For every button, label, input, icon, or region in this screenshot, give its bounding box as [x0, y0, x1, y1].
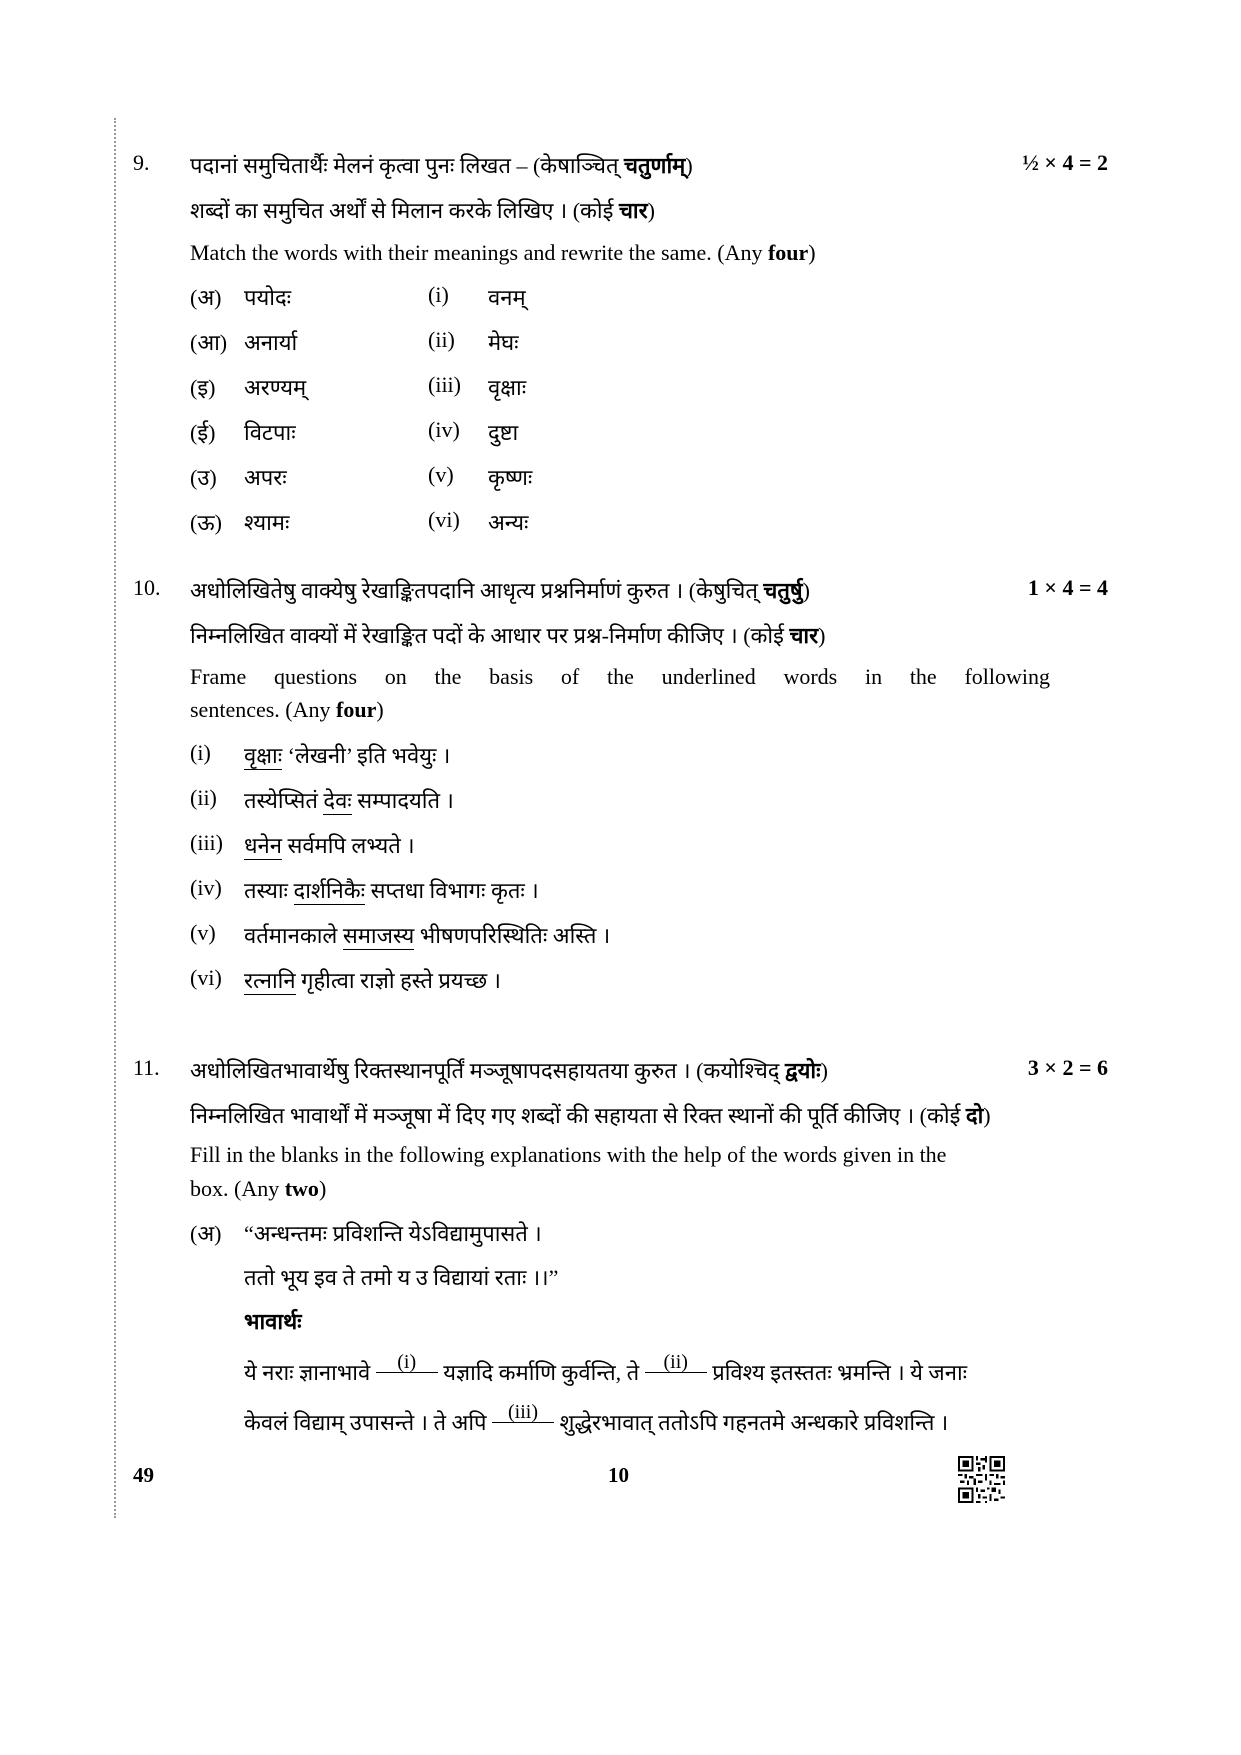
underlined-word: समाजस्य [342, 923, 415, 948]
pair-meaning: वनम् [488, 285, 526, 310]
pair-roman: (v) [428, 462, 454, 487]
q10-english-line2: sentences. (Any four) [190, 697, 384, 722]
q9-hindi-instruction: शब्दों का समुचित अर्थों से मिलान करके लिखिए । (कोई चार) [190, 198, 655, 223]
sentence-label: (i) [190, 740, 211, 765]
sentence-label: (ii) [190, 785, 217, 810]
pair-meaning: वृक्षाः [488, 375, 527, 400]
q11-explanation-line1: ये नराः ज्ञानाभावे (i) यज्ञादि कर्माणि कुर्वन्ति, ते (ii) प्रविश्य इतस्ततः भ्रमन्ति । ये जनाः [244, 1351, 968, 1385]
pair-meaning: दुष्टा [488, 420, 519, 445]
q10-sanskrit-instruction: अधोलिखितेषु वाक्येषु रेखाङ्कितपदानि आधृत्य प्रश्ननिर्माणं कुरुत । (केषुचित् चतुर्षु) [190, 578, 810, 603]
q11-sanskrit-instruction: अधोलिखितभावार्थेषु रिक्तस्थानपूर्तिं मञ्जूषापदसहायतया कुरुत । (कयोश्चिद् द्वयोः) [190, 1058, 828, 1083]
q11-part-label: (अ) [190, 1221, 222, 1246]
pair-label: (अ) [190, 285, 222, 310]
pair-roman: (i) [428, 282, 449, 307]
underlined-word: वृक्षाः [244, 743, 283, 768]
pair-word: अरण्यम् [244, 375, 307, 400]
pair-label: (आ) [190, 330, 228, 355]
q11-verse-line1: “अन्धन्तमः प्रविशन्ति येऽविद्यामुपासते । [244, 1221, 542, 1246]
underlined-word: देवः [323, 788, 352, 813]
q11-bhavarth-heading: भावार्थः [244, 1309, 302, 1334]
pair-roman: (ii) [428, 327, 455, 352]
q11-english-line2: box. (Any two) [190, 1176, 327, 1201]
pair-word: अनार्या [244, 330, 298, 355]
footer-code: 49 [133, 1463, 154, 1487]
q11-english-line1: Fill in the blanks in the following explanations with the help of the words given in the [190, 1142, 947, 1167]
pair-label: (उ) [190, 465, 217, 490]
q9-number: 9. [133, 150, 150, 175]
pair-label: (इ) [190, 375, 216, 400]
q9-sanskrit-instruction: पदानां समुचितार्थैः मेलनं कृत्वा पुनः लिखत – (केषाञ्चित् चतुर्णाम्) [190, 153, 693, 178]
pair-meaning: मेघः [488, 330, 519, 355]
sentence-text: तस्याः दार्शनिकैः सप्तधा विभागः कृतः । [244, 878, 539, 903]
pair-roman: (iii) [428, 372, 461, 397]
pair-label: (ऊ) [190, 510, 222, 535]
q10-number: 10. [133, 575, 161, 600]
sentence-label: (iv) [190, 875, 222, 900]
q11-number: 11. [133, 1055, 160, 1080]
margin-dotted-line [114, 118, 116, 1518]
sentence-text: धनेन सर्वमपि लभ्यते । [244, 833, 415, 858]
footer-page-number: 10 [608, 1463, 629, 1487]
sentence-text: वृक्षाः ‘लेखनी’ इति भवेयुः । [244, 743, 451, 768]
pair-word: पयोदः [244, 285, 292, 310]
underlined-word: दार्शनिकैः [293, 878, 366, 903]
pair-meaning: कृष्णः [488, 465, 533, 490]
pair-roman: (vi) [428, 507, 460, 532]
sentence-label: (iii) [190, 830, 223, 855]
q10-marks: 1 × 4 = 4 [1027, 575, 1108, 600]
sentence-label: (vi) [190, 965, 222, 990]
q11-explanation-line2: केवलं विद्याम् उपासन्ते । ते अपि (iii) शुद्धेरभावात् ततोऽपि गहनतमे अन्धकारे प्रविशन्ति । [244, 1401, 949, 1435]
q11-marks: 3 × 2 = 6 [1027, 1055, 1108, 1080]
q10-english-line1: Frame questions on the basis of the underlined words in the following [190, 664, 1050, 689]
sentence-label: (v) [190, 920, 216, 945]
qr-code-icon [958, 1456, 1005, 1503]
underlined-word: रत्नानि [244, 968, 296, 993]
blank-i: (i) [376, 1352, 438, 1373]
q9-marks: ½ × 4 = 2 [1022, 150, 1108, 175]
q10-hindi-instruction: निम्नलिखित वाक्यों में रेखाङ्कित पदों के आधार पर प्रश्न-निर्माण कीजिए । (कोई चार) [190, 623, 826, 648]
blank-ii: (ii) [645, 1352, 707, 1373]
blank-iii: (iii) [492, 1402, 554, 1423]
sentence-text: तस्येप्सितं देवः सम्पादयति । [244, 788, 454, 813]
pair-meaning: अन्यः [488, 510, 529, 535]
q9-english-instruction: Match the words with their meanings and rewrite the same. (Any four) [190, 240, 816, 265]
pair-word: विटपाः [244, 420, 296, 445]
pair-word: अपरः [244, 465, 287, 490]
q11-verse-line2: ततो भूय इव ते तमो य उ विद्यायां रताः ।।” [244, 1265, 559, 1290]
pair-roman: (iv) [428, 417, 460, 442]
q11-hindi-instruction: निम्नलिखित भावार्थों में मञ्जूषा में दिए गए शब्दों की सहायता से रिक्त स्थानों की पूर्ति कीजिए । (कोई दो) [190, 1103, 991, 1128]
sentence-text: वर्तमानकाले समाजस्य भीषणपरिस्थितिः अस्ति । [244, 923, 611, 948]
underlined-word: धनेन [244, 833, 282, 858]
sentence-text: रत्नानि गृहीत्वा राज्ञो हस्ते प्रयच्छ । [244, 968, 502, 993]
pair-word: श्यामः [244, 510, 290, 535]
pair-label: (ई) [190, 420, 216, 445]
